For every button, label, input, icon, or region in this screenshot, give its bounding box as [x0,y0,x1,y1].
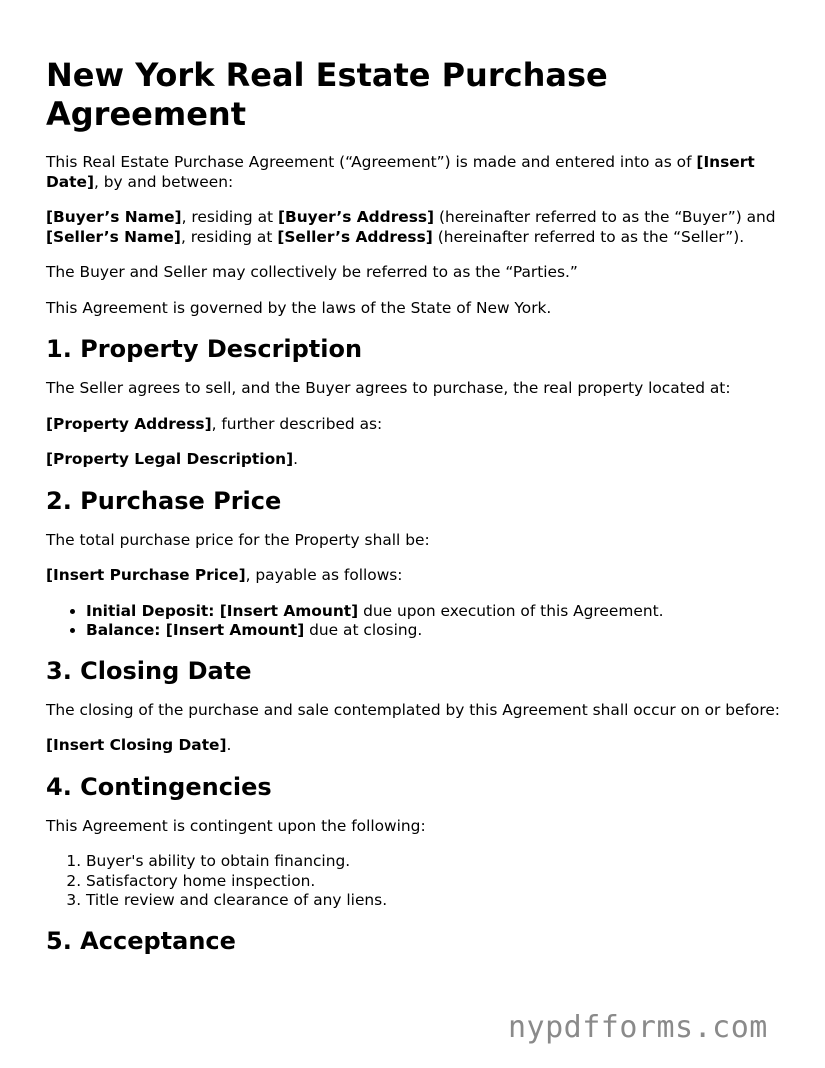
purchase-price-end: , payable as follows: [245,566,403,584]
intro-paragraph [46,153,791,192]
residing-text-1: , residing at [181,208,274,226]
buyer-name-placeholder: [Buyer’s Name] [46,208,182,226]
closing-date-end: . [226,736,232,754]
purchase-price-placeholder: [Insert Purchase Price] [46,566,246,584]
list-item [86,621,791,641]
seller-name-placeholder: [Seller’s Name] [46,227,181,246]
watermark: nypdfforms.com [508,1010,768,1045]
intro-end: , by and between: [94,172,234,191]
payment-list [46,602,791,641]
list-item: 3. Title review and clearance of any liens. [86,891,791,911]
price-intro-paragraph: The total purchase price for the Property shall be: [46,530,430,549]
buyer-reference: (hereinafter referred to as the “Buyer”) and [438,208,776,226]
insert-date-placeholder: [Insert Date] [46,153,755,191]
section-1-heading: 1. Property Description [46,335,363,363]
property-address-end: , further described as: [211,414,383,433]
property-legal-placeholder: [Property Legal Description] [46,450,294,468]
governing-law-paragraph: This Agreement is governed by the laws of the State of New York. [46,298,552,317]
contingencies-list [46,852,791,911]
intro-text: This Real Estate Purchase Agreement (“Agreement”) is made and entered into as of [46,153,692,171]
property-legal-end: . [293,450,299,468]
section-3-heading: 3. Closing Date [46,656,252,685]
purchase-price-paragraph [46,566,791,586]
section-5-heading: 5. Acceptance [46,926,236,955]
seller-address-placeholder: [Seller’s Address] [277,227,433,246]
property-address-paragraph [46,415,791,435]
list-item: 2. Satisfactory home inspection. [86,872,791,892]
initial-deposit-label: Initial Deposit: [Insert Amount] [86,601,359,620]
section-2-heading: 2. Purchase Price [46,486,282,515]
collective-parties-paragraph: The Buyer and Seller may collectively be referred to as the “Parties.” [46,263,578,281]
contingencies-intro-paragraph: This Agreement is contingent upon the following: [46,816,426,835]
section-4-heading: 4. Contingencies [46,772,272,801]
closing-date-placeholder: [Insert Closing Date] [46,736,227,754]
list-item: 1. Buyer's ability to obtain financing. [86,852,791,872]
closing-intro-paragraph: The closing of the purchase and sale contemplated by this Agreement shall occur on or before: [46,700,780,719]
closing-date-paragraph [46,736,791,756]
property-intro-paragraph: The Seller agrees to sell, and the Buyer agrees to purchase, the real property located at: [46,379,731,397]
property-address-placeholder: [Property Address] [46,414,212,433]
residing-text-2: , residing at [180,227,273,246]
seller-reference: (hereinafter referred to as the “Seller”). [437,227,745,246]
initial-deposit-text: due upon execution of this Agreement. [358,601,664,620]
balance-label: Balance: [Insert Amount] [86,621,305,639]
property-legal-paragraph [46,450,791,470]
parties-paragraph [46,208,791,247]
buyer-address-placeholder: [Buyer’s Address] [277,208,435,226]
list-item [86,602,791,622]
balance-text: due at closing. [304,621,423,639]
document-page [46,56,791,971]
document-title: New York Real Estate Purchase Agreement [46,56,608,133]
